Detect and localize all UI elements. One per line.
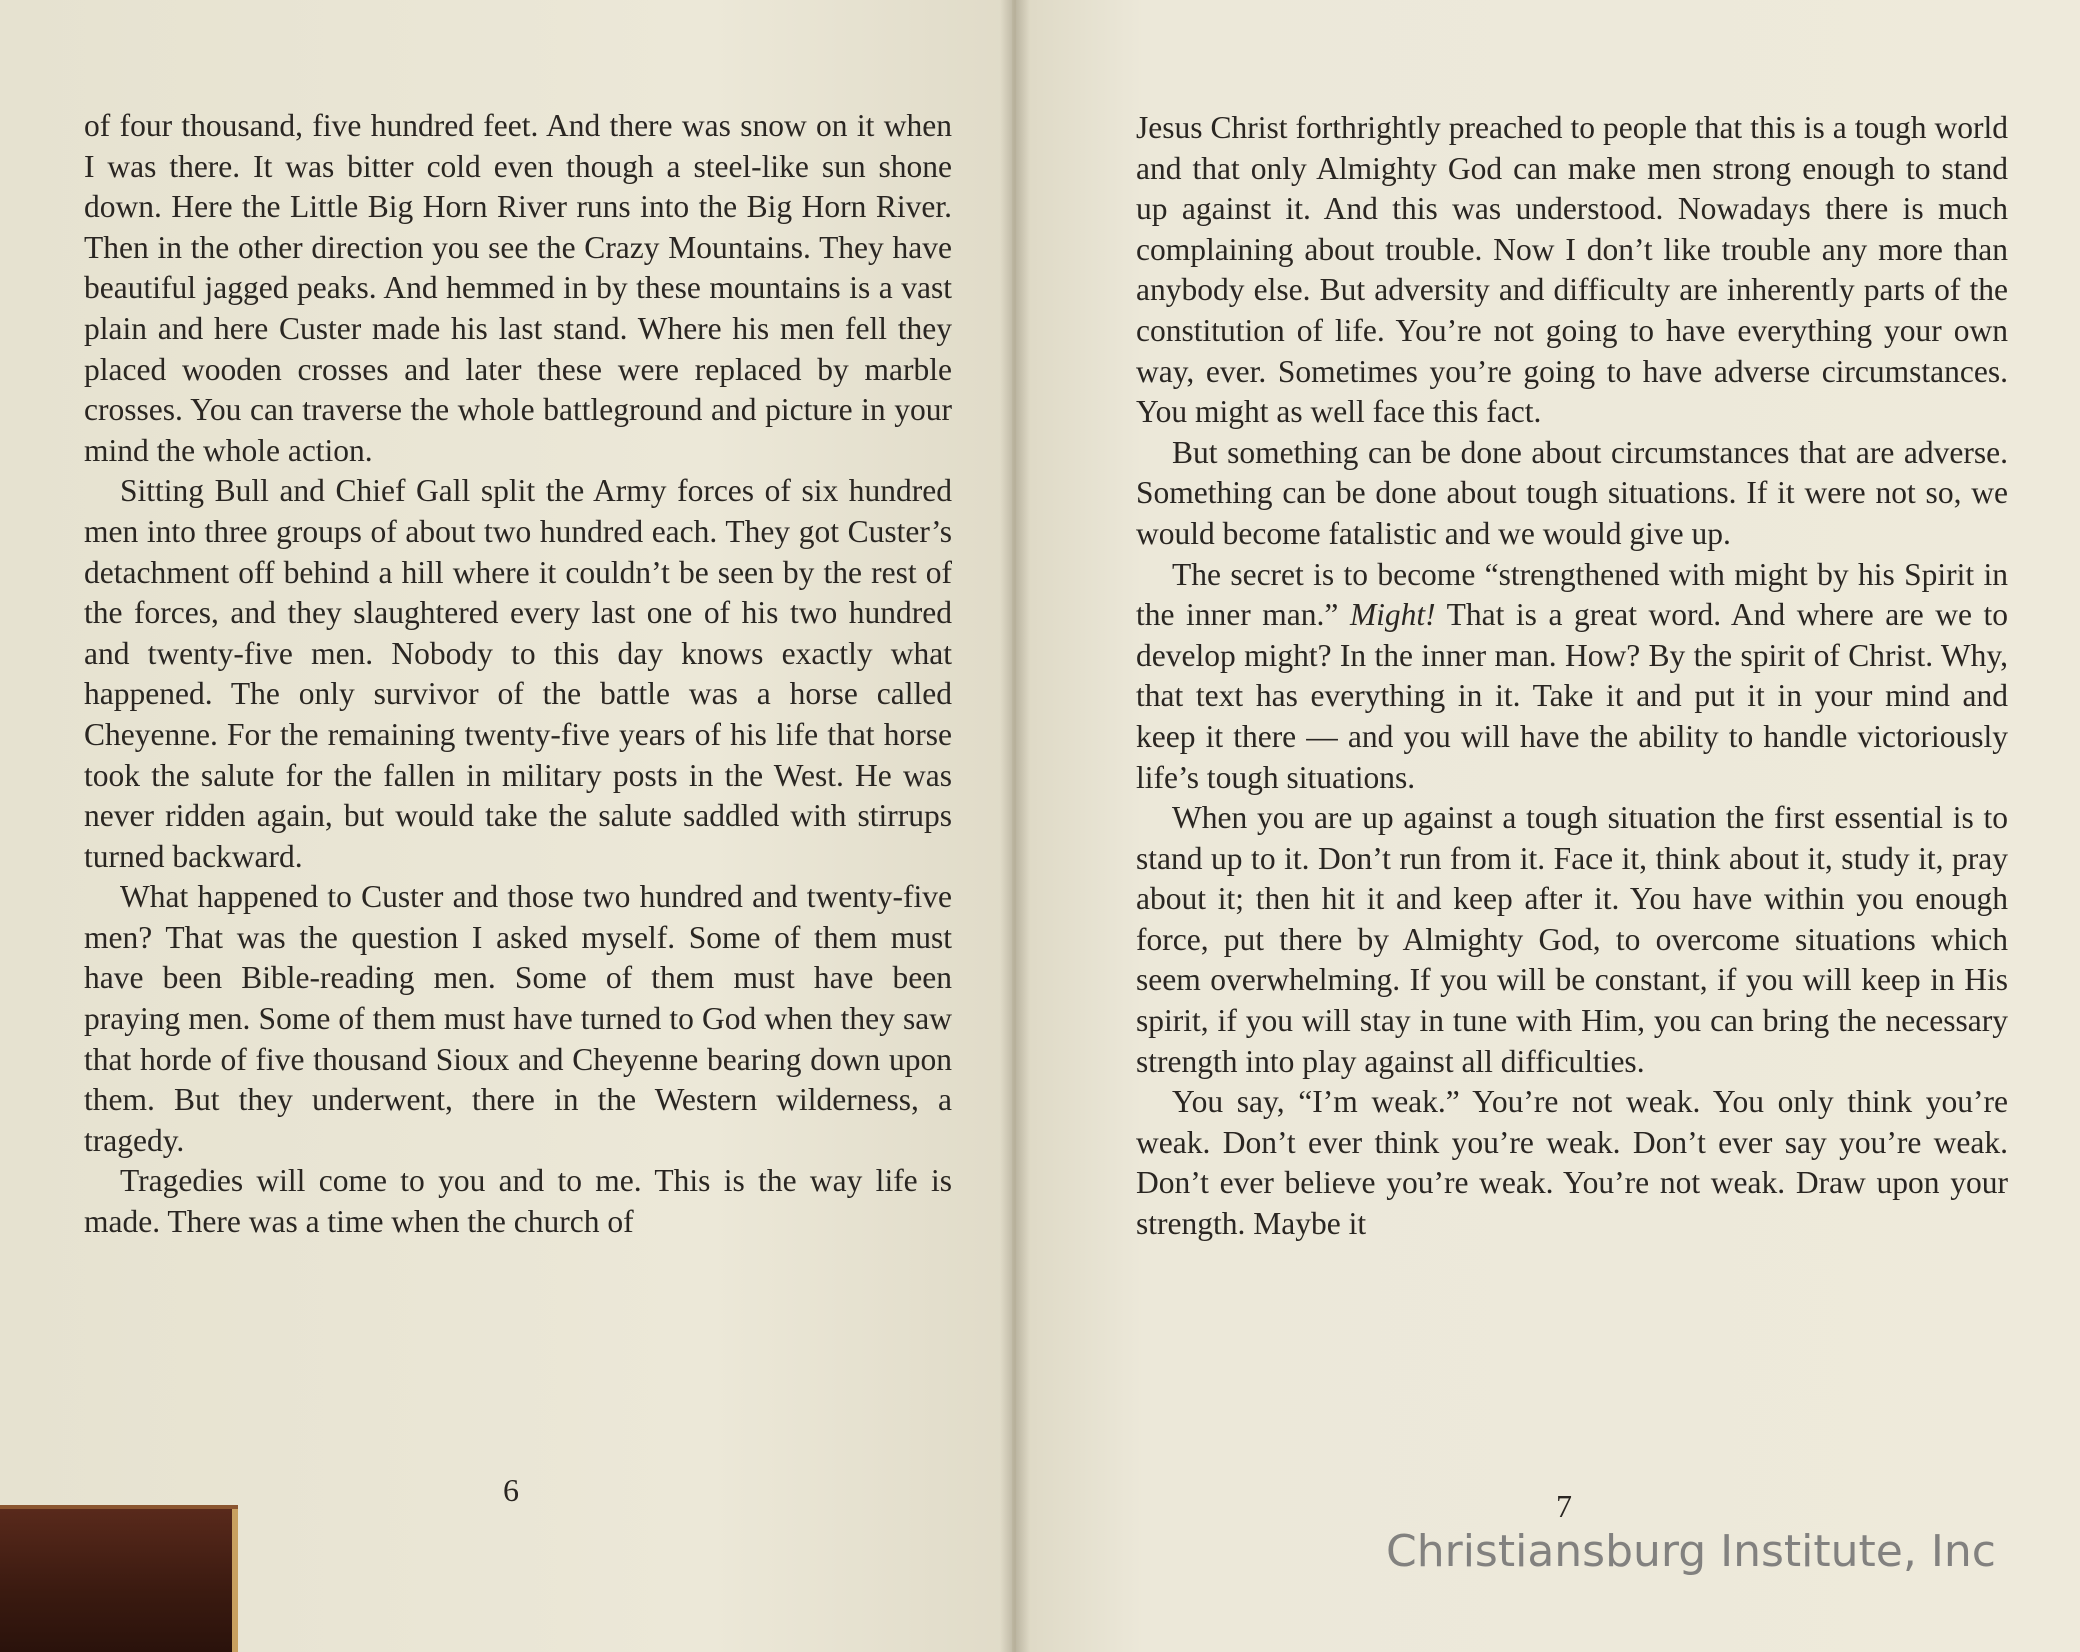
- left-paragraph-1: of four thousand, five hundred feet. And there was snow on it when I was there. It was bitter cold even though a steel-like sun shone down. Here the Little Big Horn River runs into the Big Horn River. Then in the other direction you see the Crazy Mountains. They have beautiful jagged peaks. And hemmed in by these mountains is a vast plain and here Custer made his last stand. Where his men fell they placed wooden crosses and later these were replaced by marble crosses. You can traverse the whole battleground and picture in your mind the whole action.: [84, 108, 952, 468]
- left-page-text: [84, 106, 952, 1243]
- right-paragraph-4: When you are up against a tough situation the first essential is to stand up to it. Don’t run from it. Face it, think about it, study it, pray about it; then hit it and keep after it. You have within you enough force, put there by Almighty God, to overcome situations which seem overwhelming. If you will be constant, if you will keep in His spirit, if you will stay in tune with Him, you can bring the necessary strength into play against all difficulties.: [1136, 800, 2008, 1079]
- left-paragraph-4: Tragedies will come to you and to me. This is the way life is made. There was a time when the church of: [84, 1163, 952, 1240]
- right-paragraph-2: But something can be done about circumstances that are adverse. Something can be done about tough situations. If it were not so, we would become fatalistic and we would give up.: [1136, 434, 2008, 551]
- book-gutter: [1000, 0, 1030, 1652]
- right-paragraph-3: [1136, 555, 2008, 799]
- watermark: Christiansburg Institute, Inc: [1386, 1526, 1996, 1577]
- left-page-number: 6: [503, 1472, 519, 1508]
- right-paragraph-3-emphasis: Might!: [1349, 597, 1436, 633]
- right-page-number: 7: [1556, 1488, 1572, 1524]
- right-paragraph-1: Jesus Christ forthrightly preached to people that this is a tough world and that only Almighty God can make men strong enough to stand up against it. And this was understood. Nowadays there is much complaining about trouble. Now I don’t like trouble any more than anybody else. But adversity and difficulty are inherently parts of the constitution of life. You’re not going to have everything your own way, ever. Sometimes you’re going to have adverse circumstances. You might as well face this fact.: [1136, 110, 2008, 430]
- right-paragraph-5: You say, “I’m weak.” You’re not weak. You only think you’re weak. Don’t ever think you’re weak. Don’t ever say you’re weak. Don’t ever believe you’re weak. You’re not weak. Draw upon your strength. Maybe it: [1136, 1084, 2008, 1242]
- left-paragraph-3: What happened to Custer and those two hundred and twenty-five men? That was the question I asked myself. Some of them must have been Bible-reading men. Some of them must have been praying men. Some of them must have turned to God when they saw that horde of five thousand Sioux and Cheyenne bearing down upon them. But they underwent, there in the Western wilderness, a tragedy.: [84, 879, 952, 1158]
- book-cover-edge: [0, 1505, 238, 1509]
- left-page: [0, 0, 1012, 1652]
- right-page: [1016, 0, 2080, 1652]
- right-paragraph-3-end: That is a great word. And where are we to develop might? In the inner man. How? By the spirit of Christ. Why, that text has everything in it. Take it and put it in your mind and keep it there — and you will have the ability to handle victoriously life’s tough situations.: [1136, 597, 2008, 795]
- right-page-text: [1136, 108, 2008, 1245]
- book-cover-corner: [0, 1505, 238, 1652]
- left-paragraph-2: Sitting Bull and Chief Gall split the Army forces of six hundred men into three groups of about two hundred each. They got Custer’s detachment off behind a hill where it couldn’t be seen by the rest of the forces, and they slaughtered every last one of his two hundred and twenty-five men. Nobody to this day knows exactly what happened. The only survivor of the battle was a horse called Cheyenne. For the remaining twenty-five years of his life that horse took the salute for the fallen in military posts in the West. He was never ridden again, but would take the salute saddled with stirrups turned backward.: [84, 473, 952, 874]
- right-paragraph-3-start: The secret is to become “strengthened with might by his Spirit in the inner man.”: [1136, 556, 2008, 633]
